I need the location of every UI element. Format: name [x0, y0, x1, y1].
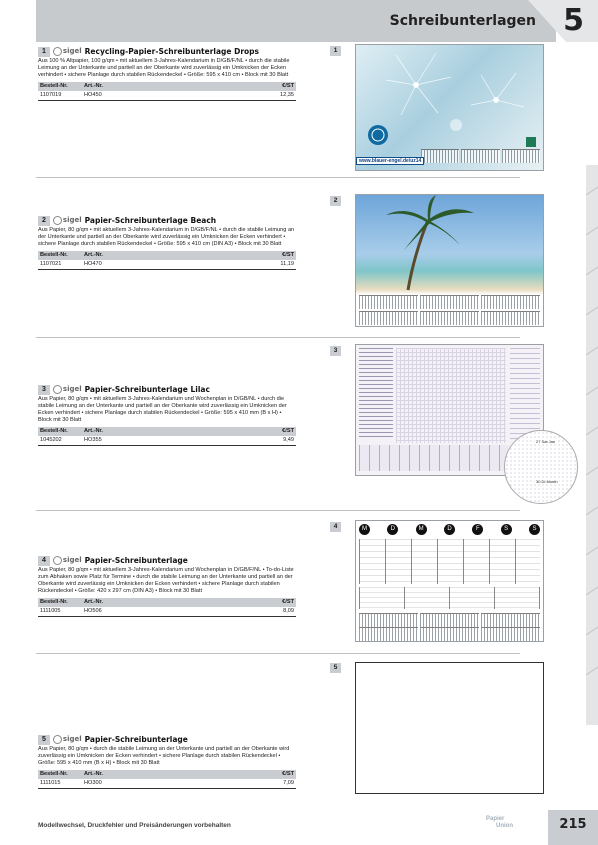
day-badge: S — [529, 524, 540, 535]
palm-tree-illustration — [356, 195, 543, 295]
day-header-row — [359, 524, 540, 536]
product-table: Bestell-Nr. Art.-Nr. €/ST 1107019 HO450 12,35 — [38, 82, 296, 101]
day-badge: F — [472, 524, 483, 535]
day-badge: M — [416, 524, 427, 535]
brand-icon — [53, 735, 62, 744]
week-plan-strip — [359, 445, 509, 471]
brand-icon — [53, 216, 62, 225]
product-3 — [38, 384, 296, 446]
product-number: 2 — [38, 216, 50, 226]
product-4 — [38, 555, 296, 617]
product-5 — [38, 734, 296, 789]
section-title: Schreibunterlagen — [389, 13, 536, 29]
zoom-detail-circle: 27 Sat Jan 30 Di Month — [504, 430, 578, 504]
footer-disclaimer: Modellwechsel, Druckfehler und Preisänderungen vorbehalten — [38, 822, 231, 829]
product-title: Papier-Schreibunterlage Beach — [84, 216, 217, 225]
blue-angel-url: www.blauer-engel.de/uz14 — [356, 157, 424, 165]
product-description: Aus Papier, 80 g/qm • durch die stabile Leimung an der Unterkante und partiell an der Oberkante wird zuverlässig ein Umknicken der Ecken verhindert • sichere Planlage durch stabilen Rückendeckel • Größe: 595 x 410 mm (B x H) • Block mit 30 Blatt — [38, 746, 290, 766]
page-number: 215 — [548, 810, 598, 845]
image-label: 4 — [330, 522, 341, 532]
todo-area — [359, 587, 540, 609]
product-table: Bestell-Nr. Art.-Nr. €/ST 1107021 HO470 11,19 — [38, 251, 296, 270]
chapter-number: 5 — [563, 3, 584, 38]
brand-logo: sigel — [53, 216, 82, 225]
day-badge: D — [444, 524, 455, 535]
image-label: 5 — [330, 663, 341, 673]
product-number: 1 — [38, 47, 50, 57]
product-image-planner — [355, 520, 544, 642]
brand-logo: sigel — [53, 47, 82, 56]
image-label: 2 — [330, 196, 341, 206]
image-label: 3 — [330, 346, 341, 356]
product-title: Papier-Schreibunterlage — [84, 735, 188, 744]
day-badge: D — [387, 524, 398, 535]
week-grid — [359, 539, 540, 584]
product-1 — [38, 46, 296, 101]
product-description: Aus Papier, 80 g/qm • mit aktuellem 3-Jahres-Kalendarium und Wochenplan in D/GB/NL • durch die stabile Leimung an der Unterkante und partiell an der Oberkante wird zuverlässig ein Umknicken der Ecken verhindert • sichere Planlage durch stabilen Rückendeckel • Größe: 595 x 410 mm (B x H) • Block mit 30 Blatt — [38, 396, 287, 423]
day-badge: S — [501, 524, 512, 535]
brand-icon — [53, 556, 62, 565]
brand-icon — [53, 385, 62, 394]
register-bar — [584, 165, 598, 725]
brand-logo: sigel — [53, 735, 82, 744]
separator — [36, 337, 520, 338]
product-description: Aus Papier, 80 g/qm • mit aktuellem 3-Jahres-Kalendarium in D/GB/F/NL • durch die stabile Leimung an der Unterkante und partiell an der Oberkante wird zuverlässig ein Umknicken der Ecken verhindert • sichere Planlage durch stabilen Rückendeckel • Größe: 595 x 410 cm (DIN A3) • Block mit 30 Blatt — [38, 227, 295, 247]
product-number: 4 — [38, 556, 50, 566]
day-badge: M — [359, 524, 370, 535]
product-description: Aus Papier, 80 g/qm • mit aktuellem 3-Jahres-Kalendarium und Wochenplan in D/GB/F/NL • To-do-Liste zum Abhaken sowie Platz für Termine • durch die stabile Leimung an der Unterkante und partiell an der Oberkante wird zuverlässig ein Umknicken der Ecken verhindert • sichere Planlage durch stabilen Rückendeckel • Größe: 420 x 297 cm (DIN A3) • Block mit 30 Blatt — [38, 567, 294, 594]
calendar-column — [359, 348, 393, 438]
product-table: Bestell-Nr. Art.-Nr. €/ST 1111005 HO506 8,09 — [38, 598, 296, 617]
product-number: 3 — [38, 385, 50, 395]
brand-logo: sigel — [53, 385, 82, 394]
product-title: Papier-Schreibunterlage — [84, 556, 188, 565]
papier-union-logo: Papier Union — [486, 816, 513, 829]
product-table: Bestell-Nr. Art.-Nr. €/ST 1111015 HO300 7,09 — [38, 770, 296, 789]
table-row: 1107019 HO450 12,35 — [38, 91, 296, 101]
product-title: Papier-Schreibunterlage Lilac — [84, 385, 210, 394]
blue-angel-icon — [368, 125, 388, 145]
product-image-blank — [355, 662, 544, 794]
product-image-drops — [355, 44, 544, 171]
product-table: Bestell-Nr. Art.-Nr. €/ST 1045202 HO355 9,49 — [38, 427, 296, 446]
product-description: Aus 100 % Altpapier, 100 g/qm • mit aktuellem 3-Jahres-Kalendarium in D/GB/F/NL • durch die stabile Leimung an der Unterkante und partiell an der Oberkante wird zuverlässig ein Umknicken der Ecken verhindert • sichere Planlage durch stabilen Rückendeckel • Größe: 595 x 410 cm • Block mit 30 Blatt — [38, 58, 290, 78]
separator — [36, 177, 520, 178]
separator — [36, 653, 520, 654]
separator — [36, 510, 520, 511]
table-row: 1107021 HO470 11,19 — [38, 260, 296, 270]
week-column — [510, 348, 540, 443]
product-2 — [38, 215, 296, 270]
certification-icon — [526, 137, 536, 147]
table-row: 1111015 HO300 7,09 — [38, 779, 296, 789]
product-image-beach — [355, 194, 544, 327]
image-label: 1 — [330, 46, 341, 56]
brand-logo: sigel — [53, 556, 82, 565]
product-title: Recycling-Papier-Schreibunterlage Drops — [84, 47, 260, 56]
grid-area — [396, 348, 506, 443]
table-row: 1111005 HO506 8,09 — [38, 607, 296, 617]
brand-icon — [53, 47, 62, 56]
table-row: 1045202 HO355 9,49 — [38, 436, 296, 446]
product-number: 5 — [38, 735, 50, 745]
